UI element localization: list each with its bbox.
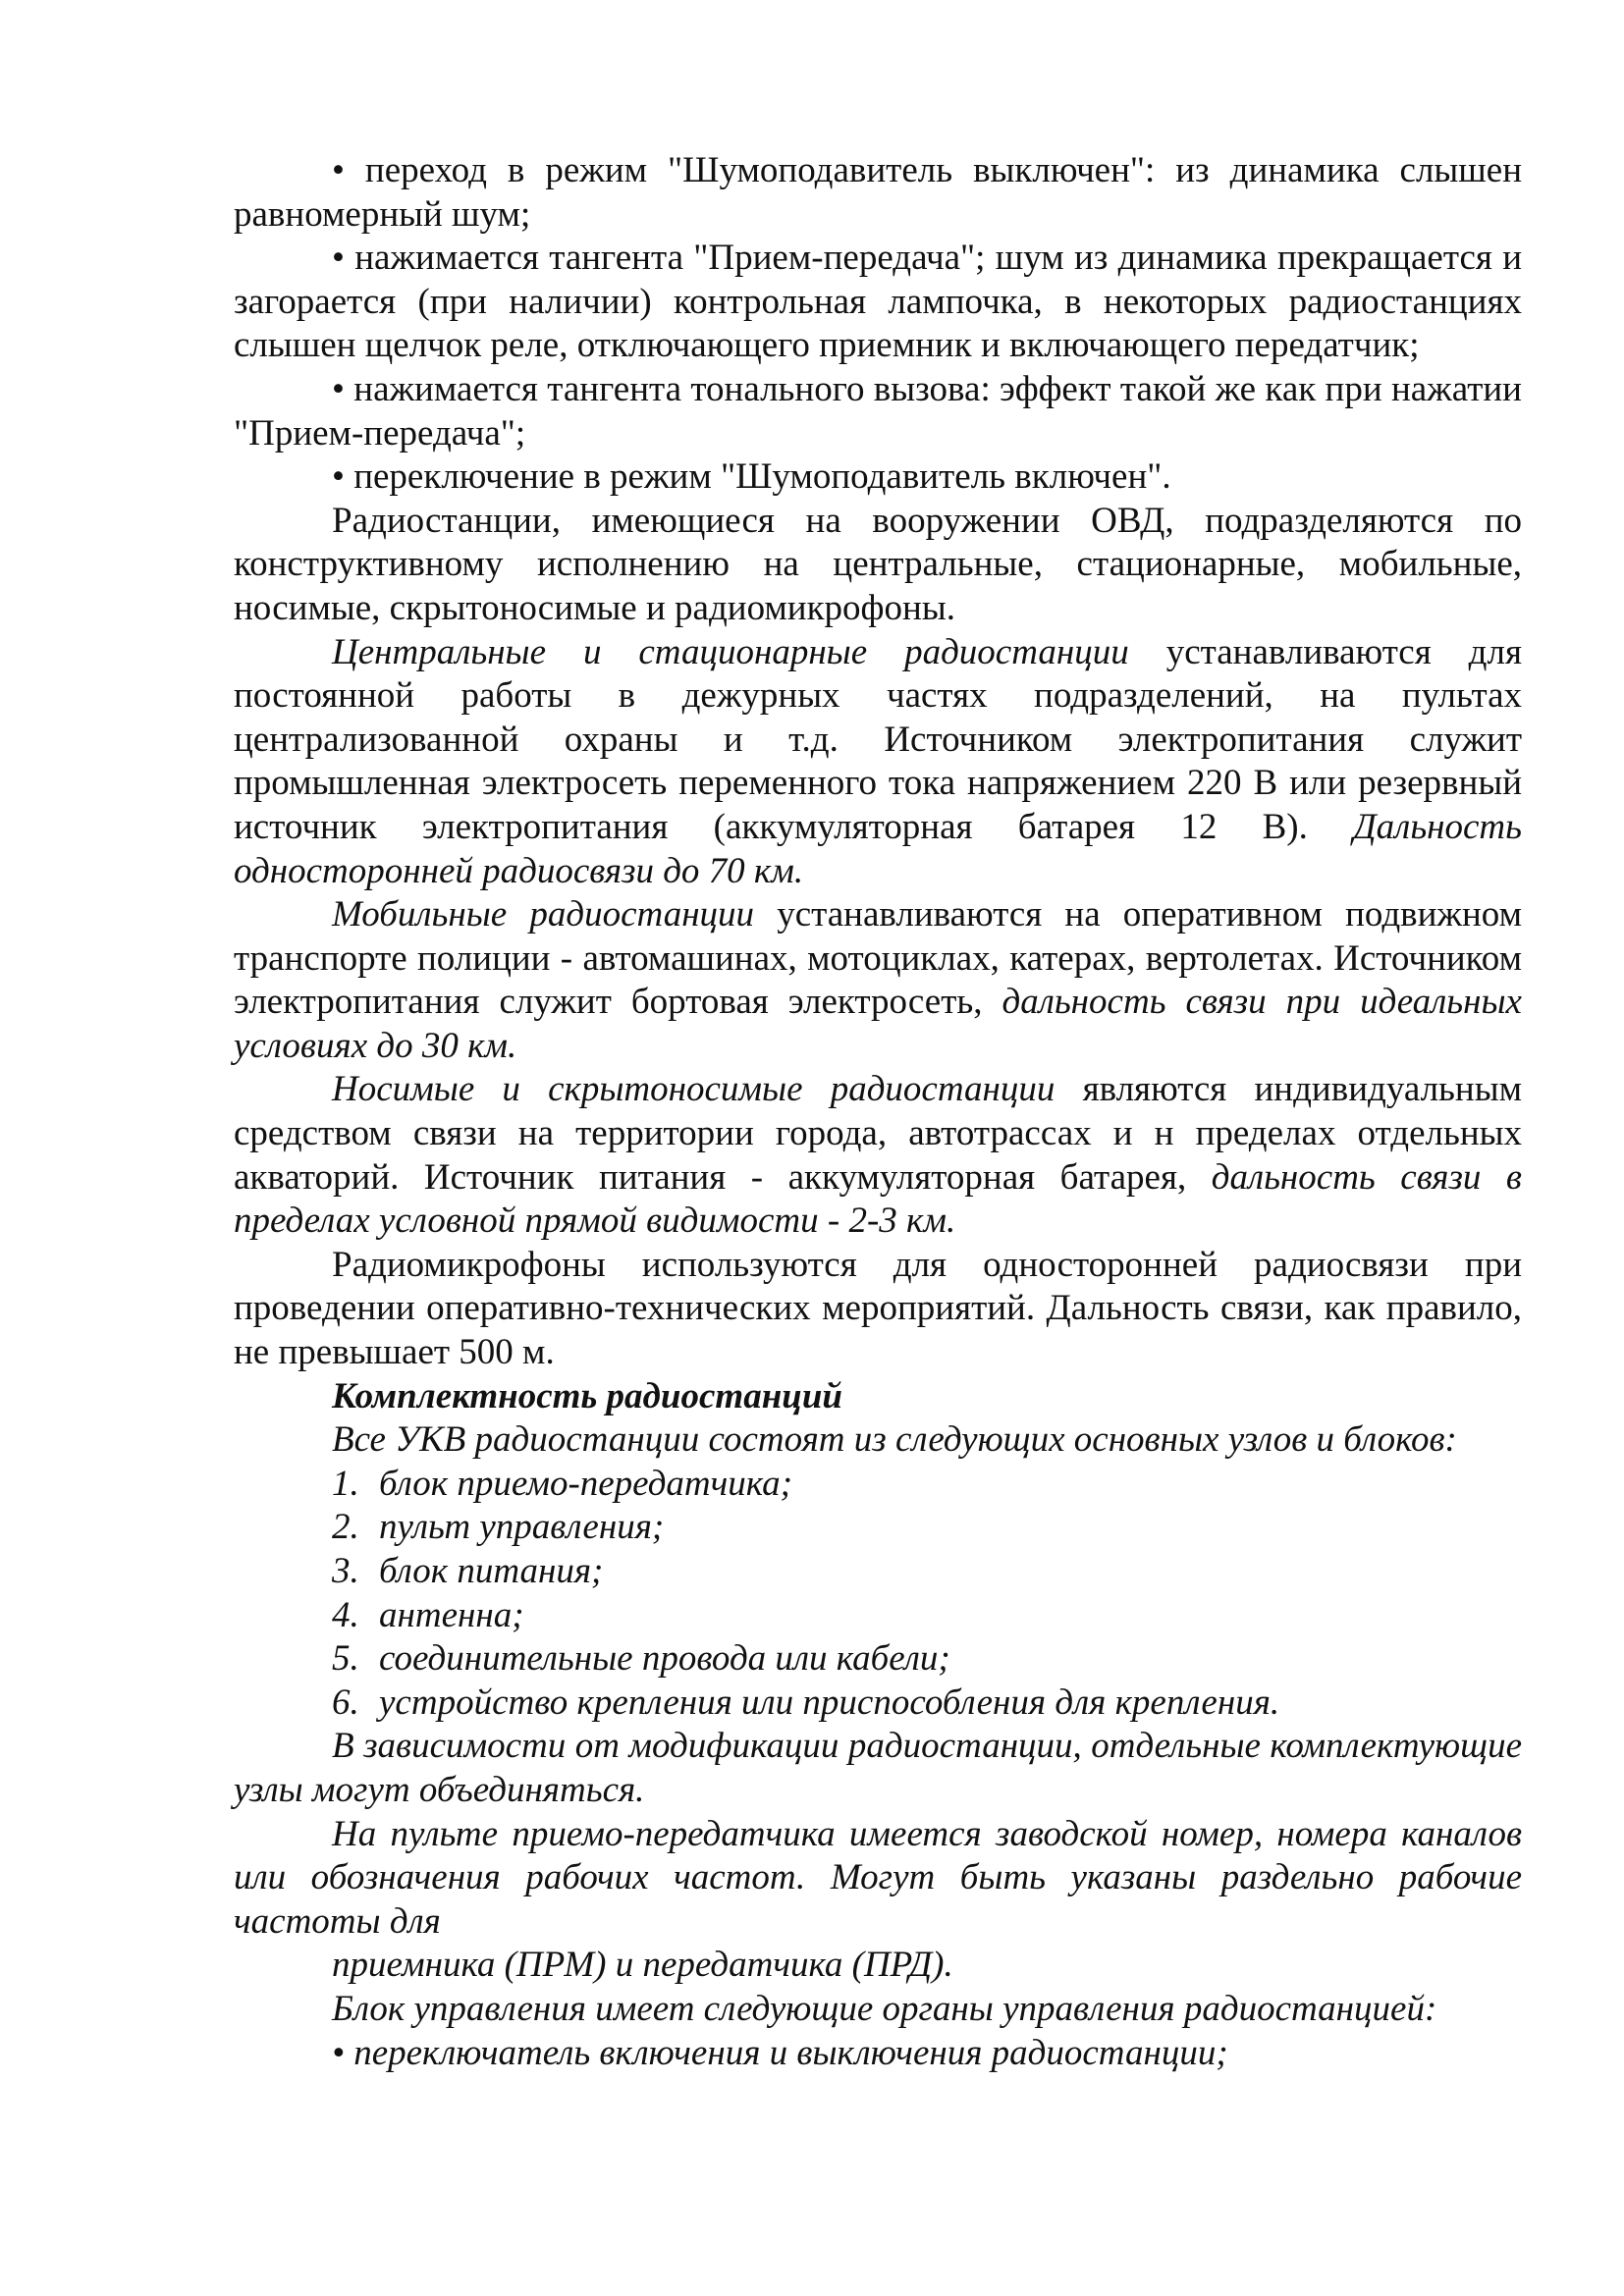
range-portable: дальность связи в пределах условной прямой видимости - 2-3 км. <box>234 1156 1522 1242</box>
bullet-tone-call: • нажимается тангента тонального вызова: эффект такой же как при нажатии "Прием-передача"; <box>234 368 1522 454</box>
paragraph-controls-intro: Блок управления имеет следующие органы управления радиостанцией: <box>332 1988 1437 2029</box>
paragraph-modification: В зависимости от модификации радиостанции, отдельные комплектующие узлы могут объединяться. <box>234 1726 1522 1810</box>
list-item: 3. блок питания; <box>332 1551 604 1591</box>
paragraph-radiomicrophones: Радиомикрофоны используются для односторонней радиосвязи при проведении оперативно-технических мероприятий. Дальность связи, как правило, не превышает 500 м. <box>234 1244 1522 1373</box>
bullet-power-switch: • переключатель включения и выключения радиостанции; <box>332 2032 1228 2073</box>
range-central: Дальность односторонней радиосвязи до 70 км. <box>234 806 1522 891</box>
term-central: Центральные и стационарные радиостанции <box>332 631 1129 672</box>
term-mobile: Мобильные радиостанции <box>332 894 755 935</box>
text-portable: являются индивидуальным средством связи на территории города, автотрассах и н пределах отдельных акваторий. Источник питания - аккумуляторная батарея, <box>234 1069 1522 1198</box>
term-portable: Носимые и скрытоносимые радиостанции <box>332 1069 1056 1110</box>
list-item: 1. блок приемо-передатчика; <box>332 1463 792 1504</box>
bullet-squelch-on: • переключение в режим "Шумоподавитель включен". <box>332 456 1171 498</box>
list-intro: Все УКВ радиостанции состоят из следующих основных узлов и блоков: <box>332 1419 1457 1461</box>
paragraph-serial-number: На пульте приемо-передатчика имеется заводской номер, номера каналов или обозначения рабочих частот. Могут быть указаны раздельно рабочие частоты для <box>234 1813 1522 1942</box>
document-page <box>234 149 1522 2075</box>
text-mobile: устанавливаются на оперативном подвижном транспорте полиции - автомашинах, мотоциклах, катерах, вертолетах. Источником электропитания служит бортовая электросеть, <box>234 894 1522 1023</box>
bullet-squelch-off: • переход в режим "Шумоподавитель выключен": из динамика слышен равномерный шум; <box>234 150 1522 235</box>
list-item: 6. устройство крепления или приспособления для крепления. <box>332 1682 1280 1723</box>
list-item: 2. пульт управления; <box>332 1507 665 1548</box>
paragraph-portable-stations <box>234 1068 1522 1243</box>
paragraph-rx-tx: приемника (ПРМ) и передатчика (ПРД). <box>332 1945 953 1986</box>
list-item: 5. соединительные провода или кабели; <box>332 1638 950 1680</box>
range-mobile: дальность связи при идеальных условиях до 30 км. <box>234 982 1522 1066</box>
paragraph-classification: Радиостанции, имеющиеся на вооружении ОВД, подразделяются по конструктивному исполнению на центральные, стационарные, мобильные, носимые, скрытоносимые и радиомикрофоны. <box>234 500 1522 628</box>
paragraph-mobile-stations <box>234 893 1522 1068</box>
list-item: 4. антенна; <box>332 1594 524 1635</box>
paragraph-central-stations <box>234 631 1522 894</box>
text-central: устанавливаются для постоянной работы в дежурных частях подразделений, на пультах централизованной охраны и т.д. Источником электропитания служит промышленная электросеть переменного тока напряжением 220 В или резервный источник электропитания (аккумуляторная батарея 12 В). <box>234 631 1522 847</box>
section-heading: Комплектность радиостанций <box>332 1375 842 1416</box>
components-list <box>234 1463 1522 1726</box>
bullet-ptt-press: • нажимается тангента "Прием-передача"; шум из динамика прекращается и загорается (при наличии) контрольная лампочка, в некоторых радиостанциях слышен щелчок реле, отключающего приемник и включающего передатчик; <box>234 238 1522 366</box>
